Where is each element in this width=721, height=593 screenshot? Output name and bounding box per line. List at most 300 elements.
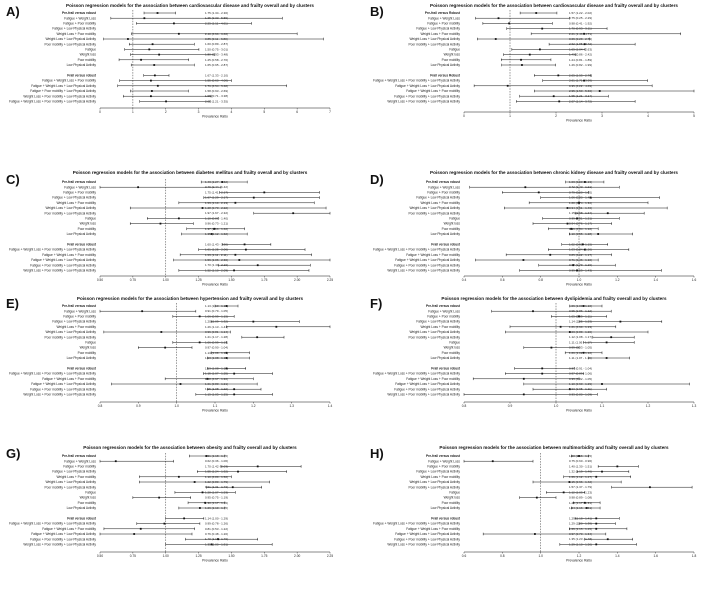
row-label: Weight Loss + Poor mobility + Low Physical Activity bbox=[23, 94, 96, 99]
x-axis-label: Prevalence Ratio bbox=[202, 114, 228, 119]
x-tick-label: 0.50 bbox=[96, 554, 104, 558]
point-estimate bbox=[199, 316, 201, 318]
point-estimate bbox=[257, 264, 259, 266]
estimate-label: 1.11 (1.06 - 1.17) bbox=[569, 340, 592, 345]
x-tick-label: 2.25 bbox=[326, 554, 334, 558]
row-label: Weight Loss + Poor mobility bbox=[56, 324, 96, 329]
row-label: Fatigue + Weight Loss + Poor mobility + Low Physical Activity bbox=[9, 247, 96, 252]
point-estimate bbox=[560, 326, 562, 328]
row-label: Weight Loss + Poor mobility bbox=[420, 31, 460, 36]
estimate-label: 1.80 (0.93 - 3.48) bbox=[205, 52, 229, 57]
row-label: Poor mobility bbox=[441, 226, 460, 231]
row-label: Fatigue + Poor mobility + Low Physical Activity bbox=[30, 89, 96, 94]
point-estimate bbox=[143, 17, 145, 19]
row-label: Fatigue + Poor mobility bbox=[427, 21, 460, 26]
point-estimate bbox=[178, 476, 180, 478]
row-label: Fatigue + Poor mobility + Low Physical Activity bbox=[394, 537, 460, 542]
row-label: Weight loss bbox=[79, 345, 96, 350]
point-estimate bbox=[532, 310, 534, 312]
point-estimate bbox=[536, 497, 538, 499]
estimate-label: 1.35 (0.33 - 5.55) bbox=[205, 16, 229, 21]
x-tick-label: 6 bbox=[296, 110, 299, 114]
estimate-label: 0.72 (0.43 - 1.21) bbox=[569, 185, 593, 190]
point-estimate bbox=[597, 233, 599, 235]
row-label: Poor mobility + Low Physical Activity bbox=[44, 485, 96, 490]
row-label: Frail versus robust bbox=[67, 242, 96, 247]
x-tick-label: 4 bbox=[647, 114, 649, 118]
row-label: Fatigue + Weight Loss + Poor mobility + Low Physical Activity bbox=[373, 78, 460, 83]
row-label: Pre-frail versus robust bbox=[61, 180, 96, 185]
x-tick-label: 4 bbox=[230, 110, 233, 114]
estimate-label: 1.25 (0.58 - 2.70) bbox=[205, 57, 229, 62]
estimate-label: 1.29 (1.20 - 1.39) bbox=[569, 521, 593, 526]
row-label: Poor mobility bbox=[77, 350, 96, 355]
row-label: Weight Loss + Poor mobility bbox=[56, 200, 96, 205]
estimate-label: 1.31 (1.18 - 1.45) bbox=[205, 454, 229, 458]
point-estimate bbox=[649, 486, 651, 488]
x-tick-label: 3 bbox=[601, 114, 603, 118]
row-label: Weight Loss + Low Physical Activity bbox=[45, 480, 96, 485]
estimate-label: 1.26 (1.10 - 1.45) bbox=[205, 506, 229, 510]
forest-panel-b bbox=[364, 0, 719, 148]
point-estimate bbox=[599, 90, 601, 92]
x-tick-label: 0.6 bbox=[500, 278, 505, 282]
row-label: Weight loss bbox=[79, 52, 96, 57]
row-label: Pre-frail versus robust bbox=[425, 454, 460, 459]
x-tick-label: 0.8 bbox=[461, 404, 467, 408]
estimate-label: 1.05 (0.99 - 1.11) bbox=[569, 314, 592, 319]
row-label: Weight Loss + Low Physical Activity bbox=[45, 330, 96, 335]
x-tick-label: 1.1 bbox=[212, 404, 218, 408]
point-estimate bbox=[160, 331, 162, 333]
point-estimate bbox=[498, 17, 500, 19]
row-label: Low Physical Activity bbox=[66, 506, 96, 511]
point-estimate bbox=[610, 336, 612, 338]
row-label: Fatigue + Weight Loss bbox=[64, 309, 96, 314]
point-estimate bbox=[234, 254, 236, 256]
forest-plot-svg bbox=[0, 296, 355, 444]
estimate-label: 1.03 (0.93 - 1.13) bbox=[569, 180, 593, 184]
row-label: Fatigue + Weight Loss + Poor mobility bbox=[406, 376, 460, 381]
row-label: Low Physical Activity bbox=[430, 232, 460, 237]
estimate-label: 1.75 (1.41 - 2.17) bbox=[205, 190, 229, 195]
estimate-label: 1.30 (1.17 - 1.45) bbox=[205, 500, 229, 505]
estimate-label: 1.43 (1.27 - 1.62) bbox=[205, 180, 229, 184]
point-estimate bbox=[178, 33, 180, 35]
estimate-label: 1.29 (1.10 - 1.50) bbox=[569, 542, 593, 547]
point-estimate bbox=[549, 254, 551, 256]
row-label: Poor mobility + Low Physical Activity bbox=[44, 211, 96, 216]
point-estimate bbox=[252, 321, 254, 323]
row-label: Fatigue bbox=[449, 47, 460, 52]
estimate-label: 1.15 (1.07 - 1.25) bbox=[205, 371, 229, 376]
estimate-label: 0.98 (0.41 - 1.92) bbox=[569, 21, 593, 26]
point-estimate bbox=[595, 476, 597, 478]
forest-plot-svg bbox=[364, 296, 719, 444]
point-estimate bbox=[173, 23, 175, 25]
x-tick-label: 1.0 bbox=[576, 278, 582, 282]
estimate-label: 1.29 (1.15 - 1.45) bbox=[569, 526, 593, 531]
row-label: Weight Loss + Poor mobility + Low Physical Activity bbox=[387, 99, 460, 104]
x-tick-label: 2.25 bbox=[326, 278, 334, 282]
row-label: Low Physical Activity bbox=[430, 506, 460, 511]
x-tick-label: 0.9 bbox=[507, 404, 513, 408]
forest-panel-a bbox=[0, 0, 355, 148]
row-label: Fatigue + Weight Loss + Low Physical Activity bbox=[395, 382, 460, 387]
x-tick-label: 0.75 bbox=[129, 278, 136, 282]
row-label: Fatigue + Weight Loss + Poor mobility + Low Physical Activity bbox=[9, 99, 96, 104]
estimate-label: 2.62 (1.85 - 3.72) bbox=[569, 42, 593, 47]
panel-label: C) bbox=[6, 172, 20, 187]
row-label: Fatigue + Weight Loss bbox=[64, 459, 96, 464]
point-estimate bbox=[523, 378, 525, 380]
estimate-label: 2.01 (1.21 - 3.35) bbox=[205, 99, 229, 104]
point-estimate bbox=[183, 518, 185, 520]
point-estimate bbox=[234, 202, 236, 204]
row-label: Fatigue + Low Physical Activity bbox=[416, 319, 460, 324]
point-estimate bbox=[601, 471, 603, 473]
point-estimate bbox=[165, 101, 167, 103]
forest-plot-svg bbox=[0, 0, 355, 148]
x-tick-label: 3 bbox=[197, 110, 200, 114]
estimate-label: 0.95 (0.75 - 1.19) bbox=[205, 495, 229, 500]
estimate-label: 1.58 (0.93 - 2.69) bbox=[205, 89, 229, 93]
estimate-label: 0.69 (0.29 - 2.73) bbox=[569, 37, 593, 41]
estimate-label: 1.15 (1.08 - 1.22) bbox=[205, 387, 229, 392]
point-estimate bbox=[150, 95, 152, 97]
point-estimate bbox=[595, 528, 597, 530]
row-label: Fatigue + Poor mobility + Low Physical Activity bbox=[394, 94, 460, 99]
row-label: Fatigue bbox=[85, 490, 96, 495]
estimate-label: 1.57 (1.37 - 1.79) bbox=[569, 485, 593, 490]
point-estimate bbox=[523, 394, 525, 396]
estimate-label: 0.79 (0.60 - 1.05) bbox=[569, 190, 593, 195]
x-tick-label: 1.8 bbox=[691, 554, 697, 558]
x-axis-label: Prevalence Ratio bbox=[202, 408, 228, 413]
row-label: Fatigue + Poor mobility + Low Physical Activity bbox=[394, 387, 460, 392]
row-label: Fatigue bbox=[85, 340, 96, 345]
point-estimate bbox=[541, 373, 543, 375]
forest-panel-c bbox=[0, 148, 355, 296]
row-label: Weight loss bbox=[443, 221, 460, 226]
row-label: Frail versus robust bbox=[431, 366, 460, 371]
estimate-label: 2.05 (1.53 - 2.76) bbox=[569, 73, 593, 78]
point-estimate bbox=[492, 460, 494, 462]
forest-plot-svg bbox=[364, 0, 719, 148]
point-estimate bbox=[541, 368, 543, 370]
point-estimate bbox=[601, 383, 603, 385]
row-label: Fatigue + Poor mobility bbox=[63, 21, 96, 26]
point-estimate bbox=[524, 186, 526, 188]
x-tick-label: 0.9 bbox=[136, 404, 141, 408]
row-label: Fatigue + Poor mobility bbox=[63, 314, 96, 319]
point-estimate bbox=[244, 244, 246, 246]
row-label: Fatigue + Weight Loss + Low Physical Activity bbox=[31, 83, 96, 88]
forest-plot-svg bbox=[364, 444, 719, 593]
estimate-label: 1.12 (1.03 - 1.23) bbox=[569, 490, 593, 495]
estimate-label: 1.10 (0.95 - 1.28) bbox=[569, 232, 593, 236]
point-estimate bbox=[158, 54, 160, 56]
estimate-label: 1.35 (1.12 - 1.62) bbox=[205, 232, 229, 236]
row-label: Fatigue + Weight Loss + Poor mobility bbox=[42, 526, 96, 531]
estimate-label: 1.03 (0.84 - 1.26) bbox=[569, 247, 593, 252]
row-label: Weight Loss + Poor mobility bbox=[420, 200, 460, 205]
x-tick-label: 2 bbox=[164, 110, 167, 114]
point-estimate bbox=[178, 218, 180, 220]
row-label: Fatigue + Weight Loss + Poor mobility + Low Physical Activity bbox=[9, 371, 96, 376]
row-label: Weight Loss + Poor mobility bbox=[56, 31, 96, 36]
row-label: Fatigue + Poor mobility + Low Physical Activity bbox=[30, 263, 96, 268]
row-label: Poor mobility + Low Physical Activity bbox=[408, 485, 460, 490]
x-tick-label: 1.25 bbox=[195, 554, 202, 558]
estimate-label: 1.00 (0.74 - 1.36) bbox=[569, 200, 593, 205]
estimate-label: 1.26 (0.82 - 1.99) bbox=[569, 63, 593, 67]
forest-panel-e bbox=[0, 296, 355, 444]
x-tick-label: 1.2 bbox=[615, 278, 620, 282]
panel-title: Poisson regression models for the association between diabetes mellitus and frailty overall and by clusters bbox=[72, 170, 308, 175]
estimate-label: 0.99 (0.78 - 1.26) bbox=[205, 521, 229, 526]
estimate-label: 1.37 (1.16 - 1.60) bbox=[205, 226, 229, 231]
panel-label: E) bbox=[6, 296, 19, 311]
x-axis-label: Prevalence Ratio bbox=[566, 558, 592, 563]
point-estimate bbox=[507, 85, 509, 87]
estimate-label: 1.35 (1.00 - 1.81) bbox=[205, 542, 229, 547]
estimate-label: 1.11 (1.07 - 1.16) bbox=[569, 356, 592, 360]
point-estimate bbox=[551, 347, 553, 349]
point-estimate bbox=[607, 212, 609, 214]
point-estimate bbox=[232, 486, 234, 488]
x-tick-label: 1.50 bbox=[228, 278, 235, 282]
x-tick-label: 1.3 bbox=[289, 404, 294, 408]
x-tick-label: 0.4 bbox=[461, 278, 467, 282]
estimate-label: 1.14 (1.00 - 1.29) bbox=[205, 516, 229, 521]
x-tick-label: 1.75 bbox=[261, 278, 268, 282]
row-label: Fatigue + Poor mobility bbox=[63, 190, 96, 195]
estimate-label: 1.20 (1.16 - 1.25) bbox=[569, 454, 593, 458]
estimate-label: 1.53 (1.10 - 2.13) bbox=[205, 200, 229, 205]
row-label: Poor mobility + Low Physical Activity bbox=[44, 335, 96, 340]
estimate-label: 1.03 (0.95 - 1.11) bbox=[569, 387, 592, 392]
row-label: Fatigue + Weight Loss + Low Physical Activity bbox=[31, 382, 96, 387]
point-estimate bbox=[127, 38, 129, 40]
estimate-label: 1.13 (1.08 - 1.19) bbox=[205, 356, 229, 360]
estimate-label: 1.24 (0.81 - 1.89) bbox=[569, 57, 593, 62]
point-estimate bbox=[238, 259, 240, 261]
estimate-label: 0.79 (0.44 - 1.42) bbox=[205, 185, 229, 190]
estimate-label: 0.95 (0.86 - 1.12) bbox=[569, 309, 593, 314]
x-tick-label: 1.3 bbox=[691, 404, 697, 408]
row-label: Low Physical Activity bbox=[430, 356, 460, 361]
row-label: Pre-frail versus robust bbox=[425, 304, 460, 309]
estimate-label: 1.55 (0.60 - 4.00) bbox=[205, 78, 229, 83]
x-tick-label: 5 bbox=[693, 114, 695, 118]
point-estimate bbox=[153, 64, 155, 66]
row-label: Pre-frail versus robust bbox=[61, 11, 96, 16]
row-label: Fatigue + Weight Loss + Poor mobility + Low Physical Activity bbox=[373, 247, 460, 252]
row-label: Weight Loss + Low Physical Activity bbox=[45, 37, 96, 42]
estimate-label: 1.13 (1.10 - 1.16) bbox=[205, 304, 229, 308]
row-label: Fatigue bbox=[85, 47, 96, 52]
point-estimate bbox=[257, 466, 259, 468]
estimate-label: 0.93 (0.82 - 1.05) bbox=[569, 376, 593, 381]
point-estimate bbox=[616, 466, 618, 468]
forest-plot-svg bbox=[364, 148, 719, 296]
row-label: Fatigue + Poor mobility bbox=[63, 464, 96, 469]
row-label: Fatigue + Weight Loss + Low Physical Activity bbox=[31, 258, 96, 263]
point-estimate bbox=[233, 388, 235, 390]
point-estimate bbox=[137, 186, 139, 188]
estimate-label: 1.50 (0.75 - 3.01) bbox=[205, 47, 229, 52]
row-label: Fatigue + Weight Loss bbox=[428, 309, 460, 314]
x-tick-label: 2.00 bbox=[294, 554, 301, 558]
row-label: Weight loss bbox=[79, 221, 96, 226]
estimate-label: 1.51 (1.31 - 1.73) bbox=[205, 485, 229, 490]
row-label: Fatigue + Low Physical Activity bbox=[52, 469, 96, 474]
x-tick-label: 0.50 bbox=[96, 278, 104, 282]
estimate-label: 1.01 (0.83 - 1.21) bbox=[205, 382, 229, 386]
row-label: Low Physical Activity bbox=[430, 63, 460, 68]
row-label: Weight loss bbox=[443, 495, 460, 500]
estimate-label: 1.65 (0.95 - 2.87) bbox=[205, 63, 229, 67]
panel-label: A) bbox=[6, 4, 20, 19]
point-estimate bbox=[140, 528, 142, 530]
x-tick-label: 1.00 bbox=[162, 554, 169, 558]
panel-title: Poisson regression models for the association between obesity and frailty overall and by clusters bbox=[83, 445, 297, 450]
row-label: Pre-frail versus robust bbox=[425, 180, 460, 185]
x-tick-label: 0.6 bbox=[461, 554, 467, 558]
row-label: Frail versus Robust bbox=[430, 73, 460, 78]
estimate-label: 1.02 (0.91 - 1.15) bbox=[569, 242, 593, 247]
x-tick-label: 2 bbox=[555, 114, 557, 118]
forest-panel-h bbox=[364, 444, 719, 593]
row-label: Weight Loss + Poor mobility + Low Physical Activity bbox=[23, 392, 96, 397]
estimate-label: 1.10 (0.86 - 1.40) bbox=[205, 216, 229, 221]
row-label: Weight Loss + Poor mobility bbox=[420, 474, 460, 479]
estimate-label: 1.29 (1.12 - 1.47) bbox=[569, 474, 593, 479]
row-label: Poor mobility bbox=[441, 500, 460, 505]
panel-title: Poisson regression models for the association between cardiovascular disease and frailty overall and by clusters bbox=[430, 3, 678, 8]
row-label: Low Physical Activity bbox=[66, 232, 96, 237]
estimate-label: 1.57 (1.22 - 2.02) bbox=[569, 11, 593, 15]
estimate-label: 1.24 (1.16 - 1.31) bbox=[569, 506, 593, 510]
estimate-label: 1.15 (1.05 - 1.25) bbox=[205, 392, 229, 397]
point-estimate bbox=[557, 75, 559, 77]
row-label: Fatigue + Weight Loss bbox=[64, 16, 96, 21]
row-label: Fatigue + Poor mobility bbox=[427, 190, 460, 195]
point-estimate bbox=[595, 544, 597, 546]
panel-label: G) bbox=[6, 446, 21, 461]
estimate-label: 1.03 (0.89 - 1.20) bbox=[569, 330, 593, 334]
x-axis-label: Prevalence Ratio bbox=[202, 282, 228, 287]
estimate-label: 0.99 (0.81 - 1.21) bbox=[569, 216, 593, 221]
row-label: Frail versus robust bbox=[67, 516, 96, 521]
row-label: Weight Loss + Poor mobility + Low Physical Activity bbox=[23, 542, 96, 547]
row-label: Fatigue + Weight Loss + Poor mobility + Low Physical Activity bbox=[373, 521, 460, 526]
point-estimate bbox=[558, 101, 560, 103]
row-label: Fatigue + Weight Loss bbox=[64, 185, 96, 190]
x-tick-label: 1.2 bbox=[645, 404, 651, 408]
row-label: Weight Loss + Low Physical Activity bbox=[409, 206, 460, 211]
panel-title: Poisson regression models for the association between hypertension and frailty overall and by clusters bbox=[76, 296, 304, 301]
row-label: Poor mobility bbox=[77, 500, 96, 505]
x-tick-label: 1.0 bbox=[553, 404, 559, 408]
estimate-label: 0.99 (0.69 - 1.43) bbox=[569, 268, 593, 273]
row-label: Weight loss bbox=[79, 495, 96, 500]
row-label: Fatigue + Weight Loss + Low Physical Activity bbox=[395, 258, 460, 263]
point-estimate bbox=[154, 75, 156, 77]
estimate-label: 1.95 (1.21 - 3.14) bbox=[569, 94, 593, 99]
x-tick-label: 1 bbox=[509, 114, 511, 118]
x-tick-label: 5 bbox=[263, 110, 266, 114]
point-estimate bbox=[529, 54, 531, 56]
row-label: Pre-frail versus robust bbox=[61, 304, 96, 309]
row-label: Fatigue + Weight Loss + Low Physical Activity bbox=[395, 532, 460, 537]
row-label: Fatigue + Poor mobility bbox=[427, 314, 460, 319]
x-tick-label: 1.4 bbox=[327, 404, 333, 408]
row-label: Weight Loss + Poor mobility + Low Physical Activity bbox=[387, 268, 460, 273]
point-estimate bbox=[157, 85, 159, 87]
point-estimate bbox=[245, 249, 247, 251]
panel-title: Poisson regression models for the association between cardiovascular disease and frailty overall and by clusters bbox=[66, 3, 314, 8]
point-estimate bbox=[164, 347, 166, 349]
row-label: Poor mobility bbox=[77, 57, 96, 62]
x-tick-label: 2.00 bbox=[294, 278, 301, 282]
point-estimate bbox=[606, 342, 608, 344]
estimate-label: 1.06 (0.80 - 1.42) bbox=[569, 195, 593, 200]
row-label: Poor mobility + Low Physical Activity bbox=[44, 42, 96, 47]
panel-label: H) bbox=[370, 446, 384, 461]
x-tick-label: 0.8 bbox=[500, 554, 505, 558]
estimate-label: 2.40 (0.96 - 6.00) bbox=[205, 31, 229, 36]
x-tick-label: 1.6 bbox=[653, 554, 658, 558]
row-label: Poor mobility bbox=[77, 226, 96, 231]
estimate-label: 0.75 (0.25 - 2.29) bbox=[569, 16, 593, 21]
point-estimate bbox=[553, 95, 555, 97]
estimate-label: 1.43 (0.86 - 2.42) bbox=[569, 52, 593, 57]
x-tick-label: 1 bbox=[131, 110, 134, 114]
row-label: Fatigue + Weight Loss + Poor mobility bbox=[42, 376, 96, 381]
point-estimate bbox=[253, 197, 255, 199]
row-label: Fatigue + Weight Loss bbox=[428, 16, 460, 21]
point-estimate bbox=[133, 533, 135, 535]
estimate-label: 0.71 (0.46 - 1.10) bbox=[569, 258, 593, 262]
estimate-label: 1.40 (1.30 - 1.51) bbox=[569, 464, 593, 469]
estimate-label: 1.55 (1.24 - 1.92) bbox=[205, 469, 229, 474]
estimate-label: 2.61 (1.46 - 4.71) bbox=[569, 31, 593, 36]
row-label: Frail versus robust bbox=[431, 516, 460, 521]
point-estimate bbox=[150, 80, 152, 82]
estimate-label: 1.22 (0.80 - 1.79) bbox=[205, 480, 229, 484]
x-tick-label: 1.75 bbox=[261, 554, 268, 558]
estimate-label: 1.13 (1.08 - 1.18) bbox=[205, 366, 229, 371]
point-estimate bbox=[233, 270, 235, 272]
estimate-label: 0.75 (0.60 - 0.96) bbox=[569, 459, 593, 464]
estimate-label: 1.23 (1.17 - 1.31) bbox=[569, 500, 593, 505]
row-label: Fatigue bbox=[449, 340, 460, 345]
x-tick-label: 1.1 bbox=[599, 404, 605, 408]
row-label: Poor mobility + Low Physical Activity bbox=[408, 211, 460, 216]
point-estimate bbox=[194, 481, 196, 483]
point-estimate bbox=[538, 192, 540, 194]
estimate-label: 0.95 (0.22 - 4.09) bbox=[569, 83, 593, 88]
x-tick-label: 1.2 bbox=[251, 404, 256, 408]
forest-panel-f bbox=[364, 296, 719, 444]
point-estimate bbox=[151, 90, 153, 92]
x-tick-label: 1.4 bbox=[653, 278, 658, 282]
x-tick-label: 0.8 bbox=[538, 278, 543, 282]
panel-title: Poisson regression models for the association between chronic kidney disease and frailty overall and by clusters bbox=[430, 170, 678, 175]
x-tick-label: 1.2 bbox=[576, 554, 582, 558]
